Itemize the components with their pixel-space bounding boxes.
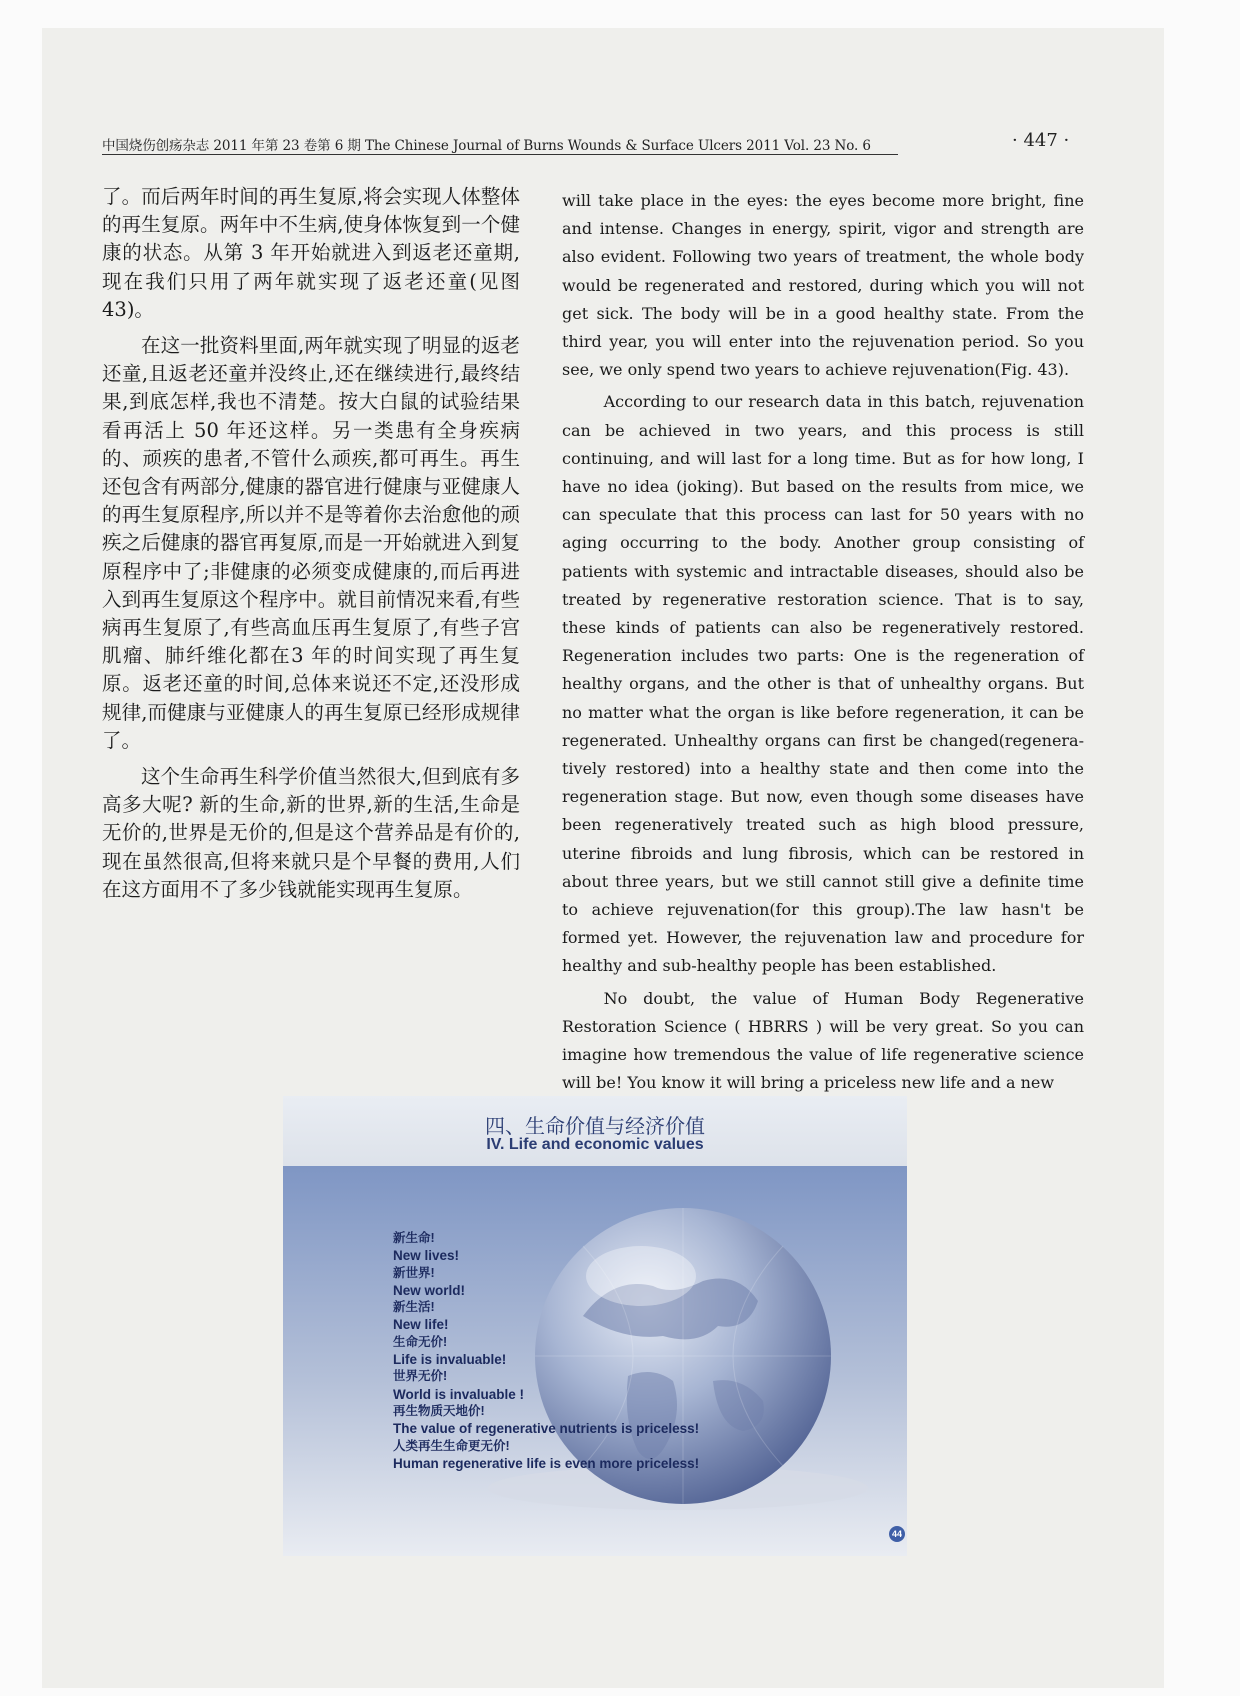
slide-line: 人类再生生命更无价! <box>393 1438 510 1453</box>
slide-line: New life! <box>393 1317 449 1333</box>
slide-line: New world! <box>393 1282 466 1298</box>
slide-number-badge: 44 <box>889 1526 905 1542</box>
english-column <box>562 187 1084 1102</box>
slide-title-en: IV. Life and economic values <box>486 1136 704 1153</box>
en-paragraph: According to our research data in this batch, rejuvenation can be achieved in two years, and this process is still continuing, and will last for a long time. But as for how long, I have no idea (joking). But based on the results from mice, we can speculate that this process can last for 50 years with no aging occurring to the body. Another group consisting of patients with systemic and intractable diseases, should also be treated by regenerative restoration science. That is to say, these kinds of patients can also be regeneratively restored. Regeneration includes two parts: One is the regeneration of healthy organs, and the other is that of unhealthy organs. But no matter what the organ is like before regeneration, it can be regenerated. Unhealthy organs can first be changed(regenera-tively restored) into a healthy state and then come into the regeneration stage. But now, even though some diseases have been regeneratively treated such as high blood pressure, uterine fibroids and lung fibrosis, which can be restored in about three years, but we still cannot still give a definite time to achieve rejuvenation(for this group).The law hasn't be formed yet. However, the rejuvenation law and procedure for healthy and sub-healthy people has been established. <box>562 392 1084 976</box>
slide-line: 世界无价! <box>393 1369 448 1384</box>
slide-line: New lives! <box>393 1248 460 1264</box>
slide-line: 新世界! <box>393 1265 435 1280</box>
slide-line: 新生命! <box>393 1231 435 1245</box>
zh-paragraph: 这个生命再生科学价值当然很大,但到底有多高多大呢? 新的生命,新的世界,新的生活,生命是无价的,世界是无价的,但是这个营养品是有价的,现在虽然很高,但将来就只是个早餐的费用,人们在这方面用不了多少钱就能实现再生复原。 <box>102 765 520 901</box>
slide-line: 新生活! <box>393 1300 435 1315</box>
figure-slide <box>283 1096 907 1556</box>
journal-header: 中国烧伤创疡杂志 2011 年第 23 卷第 6 期 The Chinese Journal of Burns Wounds & Surface Ulcers 2011 Vol. 23 No. 6 <box>102 138 871 154</box>
slide-title-bar <box>283 1096 907 1166</box>
chinese-column <box>102 183 520 912</box>
slide-body <box>283 1166 907 1556</box>
slide-line: World is invaluable ! <box>393 1386 525 1402</box>
slide-text-list <box>393 1230 699 1472</box>
running-header <box>102 134 1102 156</box>
en-paragraph: will take place in the eyes: the eyes become more bright, fine and intense. Changes in energy, spirit, vigor and strength are also evident. Following two years of treatment, the whole body would be regenerated and restored, during which you will not get sick. The body will be in a good healthy state. From the third year, you will enter into the rejuvenation period. So you see, we only spend two years to achieve rejuvenation(Fig. 43). <box>562 191 1084 380</box>
zh-paragraph: 在这一批资料里面,两年就实现了明显的返老还童,且返老还童并没终止,还在继续进行,最终结果,到底怎样,我也不清楚。按大白鼠的试验结果看再活上 50 年还这样。另一类患有全身疾病的、顽疾的患者,不管什么顽疾,都可再生。再生还包含有两部分,健康的器官进行健康与亚健康人的再生复原程序,所以并不是等着你去治愈他的顽疾之后健康的器官再复原,而是一开始就进入到复原程序中了;非健康的必须变成健康的,而后再进入到再生复原这个程序中。就目前情况来看,有些病再生复原了,有些高血压再生复原了,有些子宫肌瘤、肺纤维化都在3 年的时间实现了再生复原。返老还童的时间,总体来说还不定,还没形成规律,而健康与亚健康人的再生复原已经形成规律了。 <box>102 334 520 752</box>
slide-line: 再生物质天地价! <box>393 1403 485 1418</box>
page-number: · 447 · <box>1012 130 1070 151</box>
header-rule <box>102 154 898 155</box>
slide-line: Life is invaluable! <box>393 1352 507 1368</box>
en-paragraph: No doubt, the value of Human Body Regenerative Restoration Science ( HBRRS ) will be very great. So you can imagine how tremendous the value of life regenerative science will be! You know it will bring a priceless new life and a new <box>562 988 1084 1093</box>
slide-line: Human regenerative life is even more priceless! <box>393 1455 700 1471</box>
slide-title-zh: 四、生命价值与经济价值 <box>485 1114 705 1138</box>
slide-line: 生命无价! <box>393 1334 448 1349</box>
zh-paragraph: 了。而后两年时间的再生复原,将会实现人体整体的再生复原。两年中不生病,使身体恢复到一个健康的状态。从第 3 年开始就进入到返老还童期,现在我们只用了两年就实现了返老还童(见图 43)。 <box>102 185 520 321</box>
slide-line: The value of regenerative nutrients is priceless! <box>393 1421 700 1437</box>
